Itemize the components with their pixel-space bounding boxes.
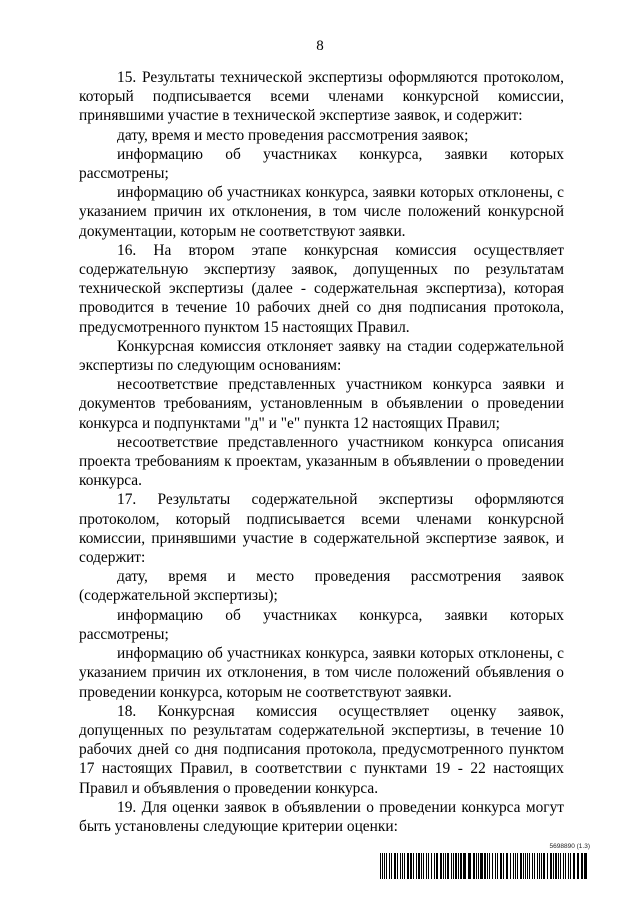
paragraph: 18. Конкурсная комиссия осуществляет оценку заявок, допущенных по результатам содержательной экспертизы, в течение 10 рабочих дней со дня подписания протокола, предусмотренного пунктом 17 настоящих Правил, в соответствии с пунктами 19 - 22 настоящих Правил и объявления о проведении конкурса. — [79, 702, 564, 797]
barcode-id: 5698890 (1.3) — [549, 843, 590, 850]
page-number: 8 — [316, 38, 324, 54]
paragraph: 15. Результаты технической экспертизы оформляются протоколом, который подписывается всеми членами конкурсной комиссии, принявшими участие в технической экспертизе заявок, и содержит: — [79, 69, 564, 125]
barcode — [380, 843, 590, 883]
paragraph: 16. На втором этапе конкурсная комиссия осуществляет содержательную экспертизу заявок, допущенных по результатам технической экспертизы (далее - содержательная экспертиза), которая проводится в течение 10 рабочих дней со дня подписания протокола, предусмотренного пунктом 15 настоящих Правил. — [79, 241, 564, 336]
paragraph: информацию об участниках конкурса, заявки которых рассмотрены; — [79, 606, 564, 643]
paragraph: дату, время и место проведения рассмотрения заявок (содержательной экспертизы); — [79, 568, 564, 605]
document-body — [79, 68, 564, 836]
paragraph: 19. Для оценки заявок в объявлении о проведении конкурса могут быть установлены следующие критерии оценки: — [79, 798, 564, 835]
paragraph: информацию об участниках конкурса, заявки которых отклонены, с указанием причин их отклонения, в том числе положений конкурсной документации, которым не соответствуют заявки. — [79, 184, 564, 240]
paragraph: дату, время и место проведения рассмотрения заявок; — [117, 126, 469, 144]
paragraph: несоответствие представленных участником конкурса заявки и документов требованиям, установленным в объявлении о проведении конкурса и подпунктами "д" и "е" пункта 12 настоящих Правил; — [79, 376, 564, 432]
barcode-bars — [380, 853, 590, 879]
paragraph: информацию об участниках конкурса, заявки которых отклонены, с указанием причин их отклонения, в том числе положений объявления о проведении конкурса, которым не соответствуют заявки. — [79, 645, 564, 701]
paragraph: 17. Результаты содержательной экспертизы оформляются протоколом, который подписывается всеми членами конкурсной комиссии, принявшими участие в содержательной экспертизе заявок, и содержит: — [79, 491, 564, 567]
paragraph: Конкурсная комиссия отклоняет заявку на стадии содержательной экспертизы по следующим основаниям: — [79, 337, 564, 375]
paragraph: информацию об участниках конкурса, заявки которых рассмотрены; — [79, 145, 564, 183]
paragraph: несоответствие представленного участником конкурса описания проекта требованиям к проектам, указанным в объявлении о проведении конкурса. — [79, 433, 564, 490]
